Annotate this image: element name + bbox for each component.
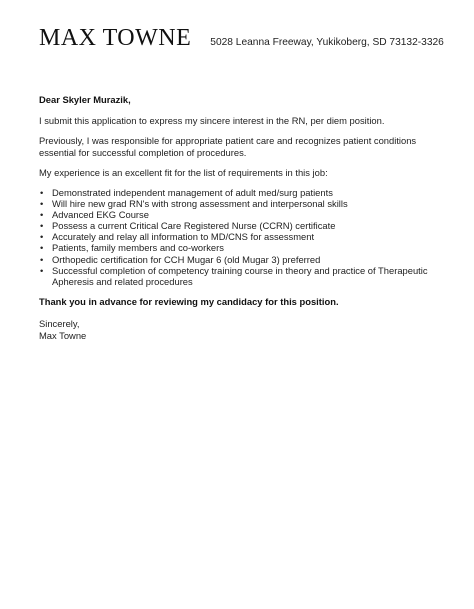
applicant-address: 5028 Leanna Freeway, Yukikoberg, SD 73132-3326 [210,37,444,48]
closing: Sincerely, [39,317,80,329]
bullet-icon: • [40,187,44,198]
list-item [39,242,444,253]
list-item [39,220,444,231]
applicant-name: MAX TOWNE [39,25,192,51]
paragraph-intro: I submit this application to express my sincere interest in the RN, per diem position. [39,115,385,126]
list-item-text: Possess a current Critical Care Registered Nurse (CCRN) certificate [52,220,336,232]
letter-header [39,25,444,51]
list-item [39,265,444,287]
list-item-text: Will hire new grad RN's with strong assessment and interpersonal skills [52,198,348,210]
bullet-icon: • [40,253,44,265]
list-item [39,254,444,265]
list-item [39,187,444,198]
greeting: Dear Skyler Murazik, [39,94,131,105]
list-item-text: Accurately and relay all information to MD/CNS for assessment [52,231,315,243]
bullet-icon: • [40,220,44,232]
bullet-icon: • [40,231,44,243]
bullet-icon: • [40,242,44,254]
requirements-list [39,187,444,287]
signature: Max Towne [39,329,87,341]
list-item-text: Demonstrated independent management of adult med/surg patients [52,187,333,198]
thank-you-line: Thank you in advance for reviewing my candidacy for this position. [39,295,339,307]
bullet-icon: • [40,264,44,276]
paragraph-experience: Previously, I was responsible for appropriate patient care and recognizes patient conditions essential for successful completion of procedures. [39,135,417,158]
list-item [39,231,444,242]
letter-body [39,94,444,342]
list-item-text: Advanced EKG Course [52,209,149,221]
paragraph-requirements-lead: My experience is an excellent fit for the list of requirements in this job: [39,167,328,178]
list-item-text: Patients, family members and co-workers [52,242,224,254]
bullet-icon: • [40,198,44,210]
list-item [39,209,444,220]
bullet-icon: • [40,209,44,221]
list-item-text: Successful completion of competency training course in theory and practice of Therapeutic Apheresis and related procedures [52,264,428,287]
list-item-text: Orthopedic certification for CCH Mugar 6 (old Mugar 3) preferred [52,253,321,265]
list-item [39,198,444,209]
